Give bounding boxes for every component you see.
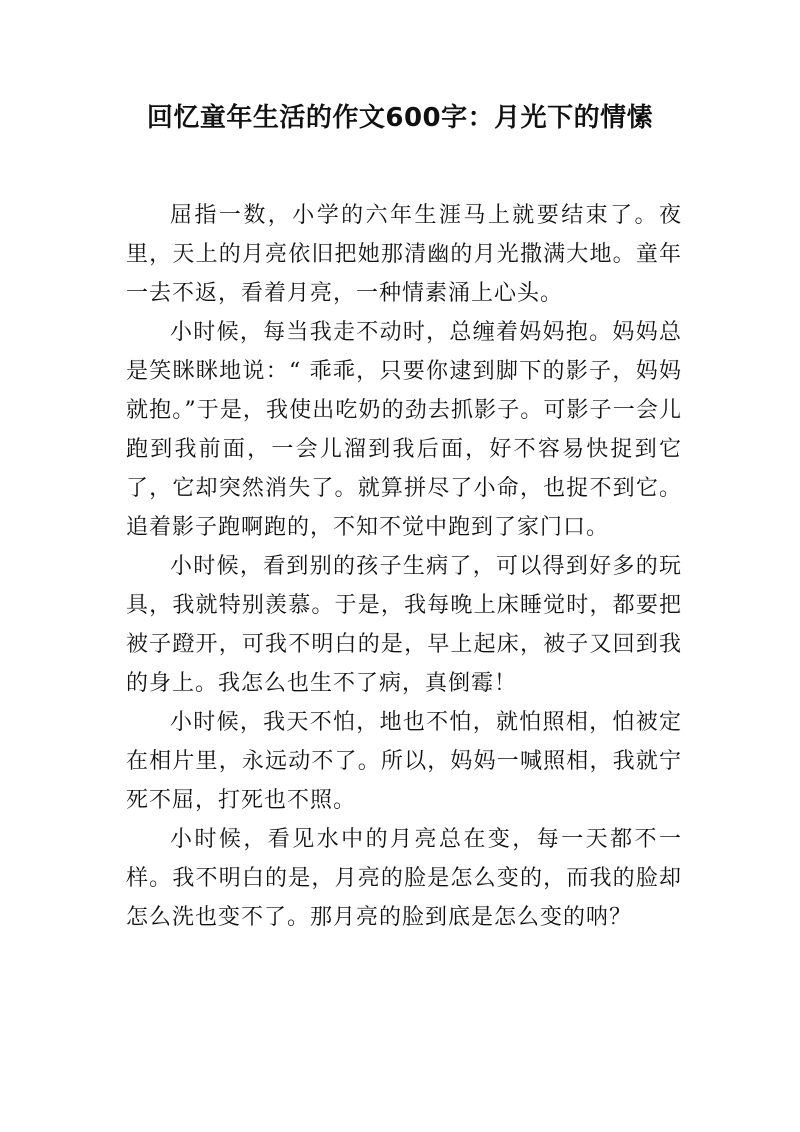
document-title: 回忆童年生活的作文600字：月光下的情愫 [146, 103, 654, 133]
paragraph-2: 小时候，每当我走不动时，总缠着妈妈抱。妈妈总是笑眯眯地说：“ 乖乖，只要你逮到脚下的影子，妈妈就抱。”于是，我使出吃奶的劲去抓影子。可影子一会儿跑到我前面，一会儿溜到我后面，好不容易快捉到它了，它却突然消失了。就算拼尽了小命，也捉不到它。追着影子跑啊跑的，不知不觉中跑到了家门口。 [126, 320, 682, 540]
paragraph-3: 小时候，看到别的孩子生病了，可以得到好多的玩具，我就特别羡慕。于是，我每晚上床睡觉时，都要把被子蹬开，可我不明白的是，早上起床，被子又回到我的身上。我怎么也生不了病，真倒霉！ [126, 554, 682, 696]
paragraph-1: 屈指一数，小学的六年生涯马上就要结束了。夜里，天上的月亮依旧把她那清幽的月光撒满大地。童年一去不返，看着月亮，一种情素涌上心头。 [126, 203, 682, 306]
paragraph-4: 小时候，我天不怕，地也不怕，就怕照相，怕被定在相片里，永远动不了。所以，妈妈一喊照相，我就宁死不屈，打死也不照。 [126, 710, 682, 813]
paragraph-5: 小时候，看见水中的月亮总在变，每一天都不一样。我不明白的是，月亮的脸是怎么变的，而我的脸却怎么洗也变不了。那月亮的脸到底是怎么变的呐？ [126, 827, 682, 930]
article-body [126, 196, 682, 937]
